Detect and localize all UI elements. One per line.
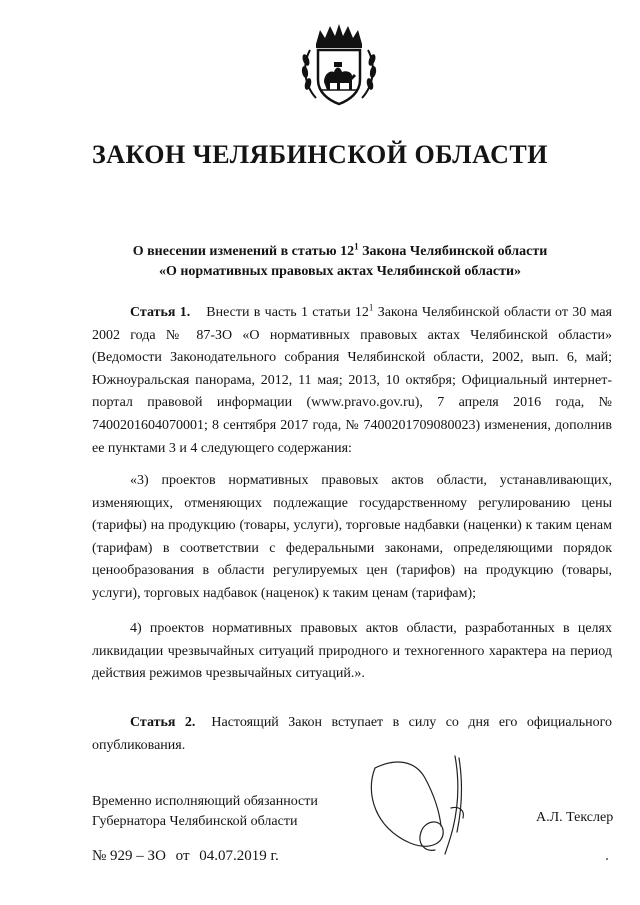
subject-line-1-text: О внесении изменений в статью 12 <box>132 244 355 259</box>
registration-date: 04.07.2019 г. <box>199 848 279 864</box>
subject-superscript: 1 <box>354 241 359 252</box>
subject-line-1-tail: Закона Челябинской области <box>358 244 548 259</box>
signer-position <box>92 792 318 832</box>
article-1-text-pre: Внести в часть 1 статьи 12 <box>206 305 369 320</box>
law-title: ЗАКОН ЧЕЛЯБИНСКОЙ ОБЛАСТИ <box>92 140 548 169</box>
registration-line <box>92 848 285 865</box>
subject-line-2: «О нормативных правовых актах Челябинской области» <box>158 264 522 279</box>
coat-of-arms-emblem-icon <box>294 20 384 110</box>
law-subject <box>60 242 620 282</box>
article-1-paragraph <box>92 302 612 460</box>
article-1-label: Статья 1. <box>130 305 191 320</box>
registration-number: № 929 – ЗО <box>92 848 166 864</box>
signer-name: А.Л. Текслер <box>536 810 614 825</box>
article-2-paragraph <box>92 712 612 757</box>
article-1-text-post: Закона Челябинской области от 30 мая 2002 года № 87-ЗО «О нормативных правовых актах Челябинской области» (Ведомости Законодательного собрания Челябинской области, 2002, вып. 6, май; Южноуральская панорама, 2012, 11 мая; 2013, 10 октября; Официальный интернет-портал правовой информации (www.pravo.gov.ru), 7 апреля 2016 года, № 7400201604070001; 8 сентября 2017 года, № 7400201709080023) изменения, дополнив ее пунктами 3 и 4 следующего содержания: <box>92 305 612 456</box>
article-2-label: Статья 2. <box>130 715 196 730</box>
scan-speck <box>606 858 608 860</box>
registration-from: от <box>175 848 190 864</box>
article-1-item-4: 4) проектов нормативных правовых актов области, разработанных в целях ликвидации чрезвычайных ситуаций природного и техногенного характера на период действия режимов чрезвычайных ситуаций.». <box>92 621 612 682</box>
handwritten-signature <box>355 748 495 858</box>
signer-position-line-1: Временно исполняющий обязанности <box>92 794 318 809</box>
article-1-item-3: «3) проектов нормативных правовых актов области, устанавливающих, изменяющих, отменяющих подлежащие государственному регулированию цены (тарифы) на продукцию (товары, услуги), торговые надбавки (наценки) к таким ценам (тарифам) в соответствии с федеральными законами, определяющими порядок ценообразования в области регулируемых цен (тарифов) на продукцию (товары, услуги), торговых надбавок (наценок) к таким ценам (тарифам); <box>92 473 612 601</box>
article-2-text: Настоящий Закон вступает в силу со дня его официального опубликования. <box>92 715 612 753</box>
article-1-superscript: 1 <box>368 302 374 313</box>
signer-position-line-2: Губернатора Челябинской области <box>92 814 298 829</box>
subject-line-1 <box>60 242 620 262</box>
